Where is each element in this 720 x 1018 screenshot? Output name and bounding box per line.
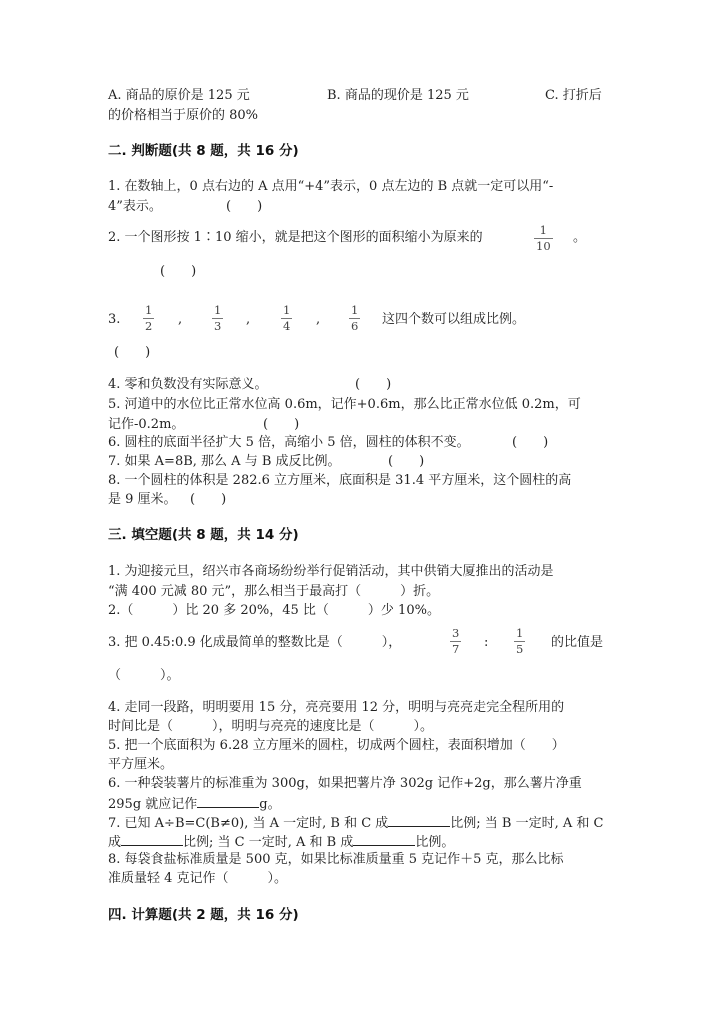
judge-q8-line1: 8. 一个圆柱的体积是 282.6 立方厘米，底面积是 31.4 平方厘米，这个圆柱的高 <box>108 473 572 488</box>
judge-q2-end: 。 <box>573 230 587 245</box>
fill-q8-line1: 8. 每袋食盐标准质量是 500 克，如果比标准质量重 5 克记作＋5 克，那么比标 <box>108 852 564 867</box>
fraction-numerator: 1 <box>351 303 359 317</box>
judge-q7-answer-paren[interactable]: ( ) <box>388 454 425 469</box>
fill-q6-blank[interactable] <box>197 793 259 808</box>
fraction-numerator: 1 <box>283 303 291 317</box>
judge-q3-fraction-1 <box>143 304 154 333</box>
fraction-denominator: 10 <box>536 239 551 253</box>
fraction-denominator: 6 <box>351 319 359 333</box>
fraction-numerator: 1 <box>145 303 153 317</box>
judge-q2-answer-paren[interactable]: ( ) <box>160 264 197 279</box>
fraction-numerator: 1 <box>516 626 524 640</box>
fill-q1-line1: 1. 为迎接元旦，绍兴市各商场纷纷举行促销活动，其中供销大厦推出的活动是 <box>108 564 554 579</box>
fill-q7-text-a: 7. 已知 A÷B=C(B≠0), 当 A 一定时, B 和 C 成 <box>108 816 389 831</box>
judge-q3-fraction-3 <box>281 304 292 333</box>
fill-q1-line2: “满 400 元减 80 元”，那么相当于最高打（ ）折。 <box>108 584 440 599</box>
fill-q3-fraction-a <box>450 627 461 656</box>
fill-q3-text: 3. 把 0.45:0.9 化成最简单的整数比是（ ）， <box>108 635 402 650</box>
fill-q2-text: 2.（ ）比 20 多 20%，45 比（ ）少 10%。 <box>108 603 440 618</box>
fill-q3-line2: （ ）。 <box>108 668 180 683</box>
fraction-denominator: 5 <box>516 642 524 656</box>
fill-q7-blank-2[interactable] <box>121 831 183 846</box>
fill-q4-line2: 时间比是（ ），明明与亮亮的速度比是（ ）。 <box>108 719 434 734</box>
fraction-numerator: 1 <box>539 223 547 237</box>
section-title-calculation: 四. 计算题(共 2 题，共 16 分) <box>108 907 299 923</box>
judge-q5-line2: 记作-0.2m。 <box>108 417 185 432</box>
judge-q8-line2: 是 9 厘米。 <box>108 492 177 507</box>
fraction-denominator: 2 <box>145 319 153 333</box>
option-b: B. 商品的现价是 125 元 <box>327 88 469 103</box>
fill-q6-line1: 6. 一种袋装薯片的标准重为 300g，如果把薯片净 302g 记作+2g，那么薯片净重 <box>108 776 582 791</box>
fill-q8-line2: 准质量轻 4 克记作（ ）。 <box>108 871 288 886</box>
judge-q7-text: 7. 如果 A=8B, 那么 A 与 B 成反比例。 <box>108 454 341 469</box>
fill-q6-line2-text: 295g 就应记作 <box>108 797 198 812</box>
option-c-continued: 的价格相当于原价的 80% <box>108 108 259 123</box>
fill-q7-text-e: 比例。 <box>415 835 455 850</box>
option-c: C. 打折后 <box>545 88 602 103</box>
fraction-denominator: 3 <box>214 319 222 333</box>
judge-q5-answer-paren[interactable]: ( ) <box>263 417 300 432</box>
fill-q7-text-b: 比例; 当 B 一定时, A 和 C <box>450 816 604 831</box>
judge-q3-fraction-2 <box>212 304 223 333</box>
section-title-judgement: 二. 判断题(共 8 题，共 16 分) <box>108 143 299 159</box>
judge-q4-answer-paren[interactable]: ( ) <box>355 377 392 392</box>
fill-q4-line1: 4. 走同一段路，明明要用 15 分，亮亮要用 12 分，明明与亮亮走完全程所用的 <box>108 700 565 715</box>
fill-q6-unit: g。 <box>259 797 281 812</box>
judge-q6-text: 6. 圆柱的底面半径扩大 5 倍，高缩小 5 倍，圆柱的体积不变。 <box>108 435 470 450</box>
judge-q3-answer-paren[interactable]: ( ) <box>114 345 151 360</box>
judge-q3-number: 3. <box>108 312 121 327</box>
option-a: A. 商品的原价是 125 元 <box>108 88 250 103</box>
fraction-denominator: 4 <box>283 319 291 333</box>
judge-q1-line2: 4”表示。 <box>108 199 162 214</box>
judge-q6-answer-paren[interactable]: ( ) <box>512 435 549 450</box>
judge-q2-fraction <box>534 224 553 253</box>
judge-q2-text: 2. 一个图形按 1∶10 缩小，就是把这个图形的面积缩小为原来的 <box>108 230 483 245</box>
comma: , <box>316 312 321 327</box>
fill-q3-fraction-b <box>514 627 525 656</box>
ratio-colon: : <box>484 635 489 650</box>
fill-q7-blank-1[interactable] <box>388 812 450 827</box>
fraction-numerator: 1 <box>214 303 222 317</box>
fill-q5-line2: 平方厘米。 <box>108 757 174 772</box>
comma: , <box>178 312 183 327</box>
fraction-numerator: 3 <box>452 626 460 640</box>
judge-q8-answer-paren[interactable]: ( ) <box>190 492 227 507</box>
fill-q7-text-c: 成 <box>108 835 122 850</box>
judge-q1-line1: 1. 在数轴上，0 点右边的 A 点用“+4”表示，0 点左边的 B 点就一定可以用“- <box>108 179 554 194</box>
fill-q7-text-d: 比例; 当 C 一定时, A 和 B 成 <box>183 835 354 850</box>
judge-q3-text: 这四个数可以组成比例。 <box>382 312 526 327</box>
fill-q7-blank-3[interactable] <box>353 831 415 846</box>
comma: , <box>246 312 251 327</box>
fill-q3-end: 的比值是 <box>551 635 604 650</box>
section-title-fill-blank: 三. 填空题(共 8 题，共 14 分) <box>108 527 299 543</box>
judge-q4-text: 4. 零和负数没有实际意义。 <box>108 377 268 392</box>
judge-q3-fraction-4 <box>349 304 360 333</box>
judge-q1-answer-paren[interactable]: ( ) <box>226 199 263 214</box>
judge-q5-line1: 5. 河道中的水位比正常水位高 0.6m，记作+0.6m，那么比正常水位低 0.2m，可 <box>108 397 581 412</box>
fill-q5-line1: 5. 把一个底面积为 6.28 立方厘米的圆柱，切成两个圆柱，表面积增加（ ） <box>108 738 565 753</box>
fraction-denominator: 7 <box>452 642 460 656</box>
